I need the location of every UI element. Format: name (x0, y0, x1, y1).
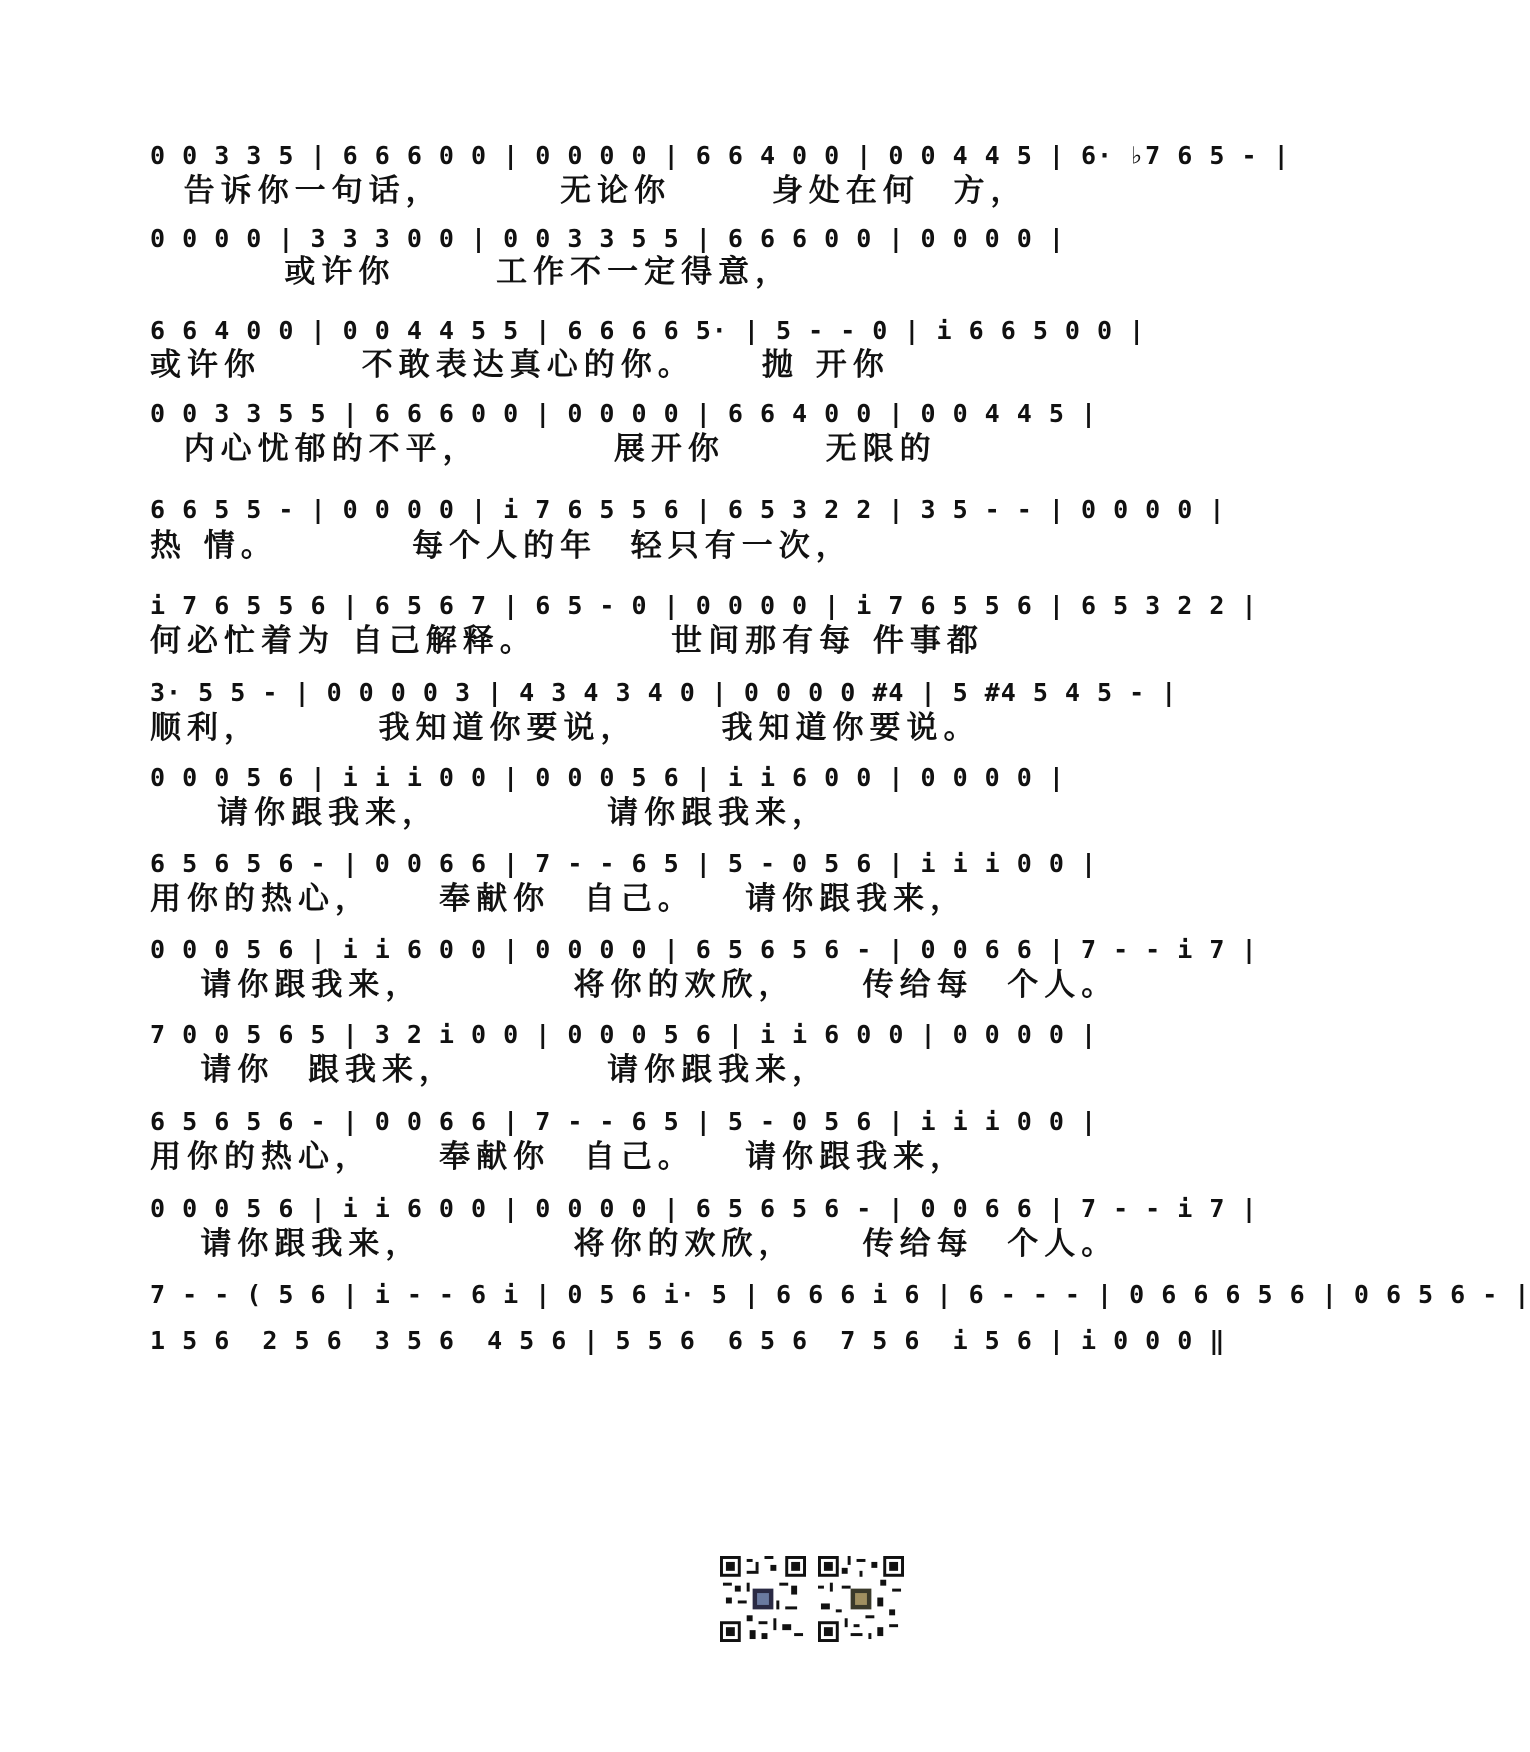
qr-code-icon-left (720, 1556, 806, 1642)
notation-line: 6 6 4 0 0 | 0 0 4 4 5 5 | 6 6 6 6 5· | 5 - - 0 | i 6 6 5 0 0 | (150, 316, 1146, 345)
lyric-line: 请你跟我来， 请你跟我来， (150, 795, 830, 831)
lyric-line: 请你 跟我来， 请你跟我来， (150, 1052, 830, 1088)
notation-line: 0 0 0 5 6 | i i 6 0 0 | 0 0 0 0 | 6 5 6 5 6 - | 0 0 6 6 | 7 - - i 7 | (150, 935, 1258, 964)
lyric-line: 何必忙着为 自己解释。 世间那有每 件事都 (150, 623, 984, 659)
notation-line: 0 0 3 3 5 5 | 6 6 6 0 0 | 0 0 0 0 | 6 6 4 0 0 | 0 0 4 4 5 | (150, 399, 1098, 428)
lyric-line: 顺利， 我知道你要说， 我知道你要说。 (150, 710, 981, 746)
notation-line: 6 5 6 5 6 - | 0 0 6 6 | 7 - - 6 5 | 5 - 0 5 6 | i i i 0 0 | (150, 849, 1098, 878)
qr-code-icon (818, 1556, 904, 1642)
lyric-line: 或许你 不敢表达真心的你。 抛 开你 (150, 347, 890, 383)
lyric-line: 请你跟我来， 将你的欢欣， 传给每 个人。 (150, 967, 1119, 1003)
notation-line: i 7 6 5 5 6 | 6 5 6 7 | 6 5 - 0 | 0 0 0 0 | i 7 6 5 5 6 | 6 5 3 2 2 | (150, 591, 1258, 620)
lyric-line: 或许你 工作不一定得意， (150, 254, 793, 290)
lyric-line: 用你的热心， 奉献你 自己。 请你跟我来， (150, 1139, 968, 1175)
notation-line: 7 0 0 5 6 5 | 3 2 i 0 0 | 0 0 0 5 6 | i i 6 0 0 | 0 0 0 0 | (150, 1020, 1098, 1049)
qr-code-icon (720, 1556, 806, 1642)
notation-line: 3· 5 5 - | 0 0 0 0 3 | 4 3 4 3 4 0 | 0 0 0 0 #4 | 5 #4 5 4 5 - | (150, 678, 1178, 707)
notation-line: 0 0 3 3 5 | 6 6 6 0 0 | 0 0 0 0 | 6 6 4 0 0 | 0 0 4 4 5 | 6· ♭7 6 5 - | (150, 141, 1290, 170)
notation-line: 0 0 0 5 6 | i i i 0 0 | 0 0 0 5 6 | i i 6 0 0 | 0 0 0 0 | (150, 763, 1065, 792)
notation-line: 7 - - ( 5 6 | i - - 6 i | 0 5 6 i· 5 | 6 6 6 i 6 | 6 - - - | 0 6 6 6 5 6 | 0 6 5 6 - | (150, 1280, 1530, 1309)
lyric-line: 请你跟我来， 将你的欢欣， 传给每 个人。 (150, 1226, 1119, 1262)
lyric-line: 热 情。 每个人的年 轻只有一次， (150, 528, 853, 564)
notation-line: 0 0 0 0 | 3 3 3 0 0 | 0 0 3 3 5 5 | 6 6 6 0 0 | 0 0 0 0 | (150, 224, 1065, 253)
notation-line: 6 6 5 5 - | 0 0 0 0 | i 7 6 5 5 6 | 6 5 3 2 2 | 3 5 - - | 0 0 0 0 | (150, 495, 1226, 524)
notation-line: 6 5 6 5 6 - | 0 0 6 6 | 7 - - 6 5 | 5 - 0 5 6 | i i i 0 0 | (150, 1107, 1098, 1136)
qr-code-icon-right (818, 1556, 904, 1642)
notation-line: 1 5 6 2 5 6 3 5 6 4 5 6 | 5 5 6 6 5 6 7 5 6 i 5 6 | i 0 0 0 ‖ (150, 1326, 1226, 1355)
lyric-line: 用你的热心， 奉献你 自己。 请你跟我来， (150, 881, 968, 917)
notation-line: 0 0 0 5 6 | i i 6 0 0 | 0 0 0 0 | 6 5 6 5 6 - | 0 0 6 6 | 7 - - i 7 | (150, 1194, 1258, 1223)
lyric-line: 告诉你一句话， 无论你 身处在何 方， (150, 173, 1028, 209)
lyric-line: 内心忧郁的不平， 展开你 无限的 (150, 431, 937, 467)
